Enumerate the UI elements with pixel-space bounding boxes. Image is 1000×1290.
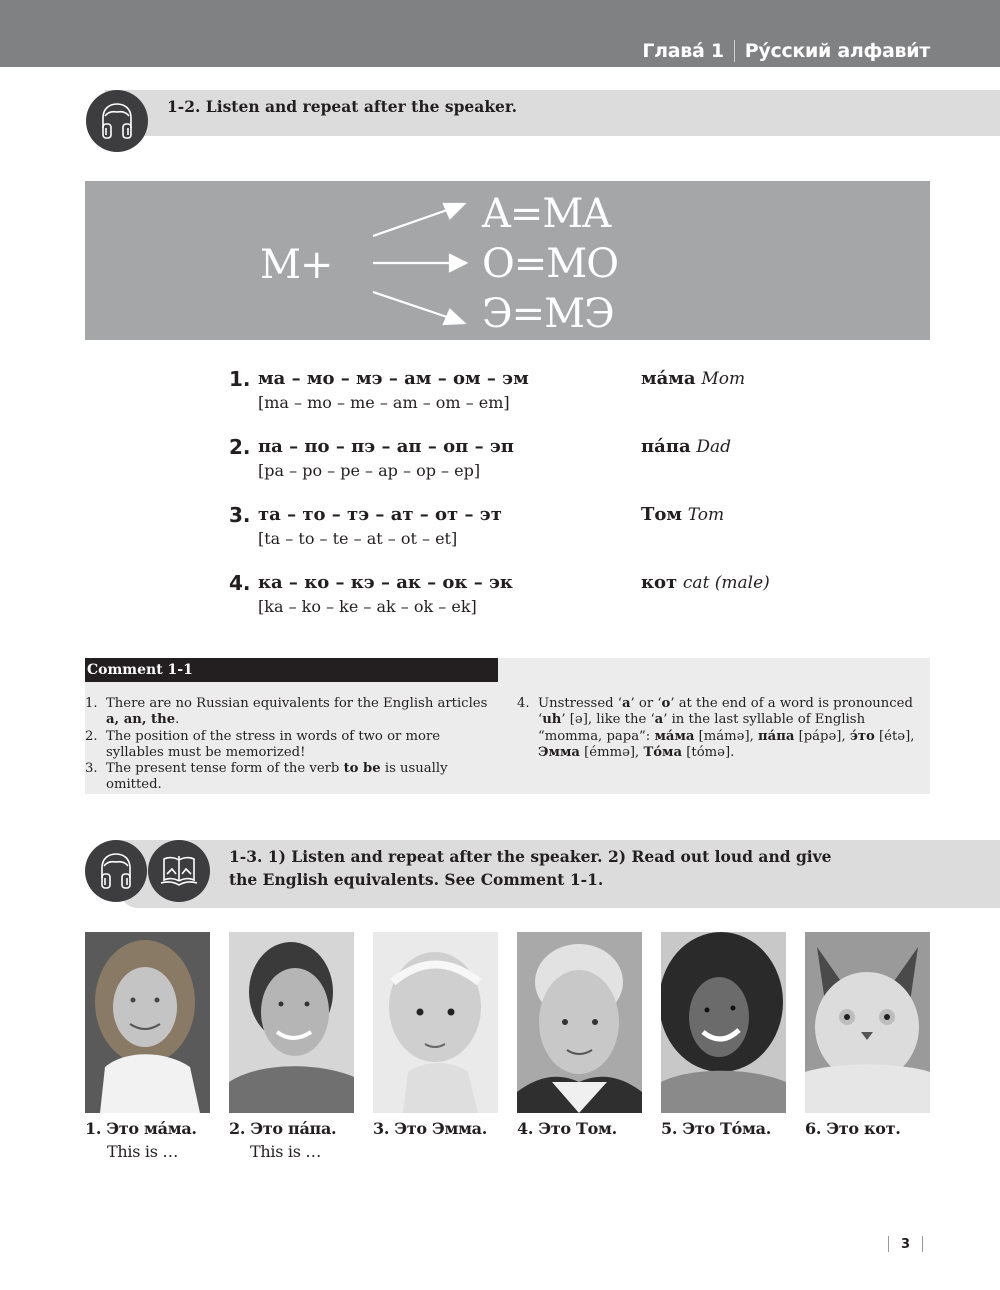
drill-syllables: ма – мо – мэ – ам – ом – эм	[258, 368, 529, 389]
comment-item-2: 2. The position of the stress in words of two or more syllables must be memorized!	[85, 728, 441, 760]
photo-caption-1: 1. Это ма́ма.	[85, 1119, 197, 1138]
chapter-title	[642, 40, 930, 62]
drill-number: 2.	[229, 435, 251, 459]
drill-example	[641, 572, 770, 593]
photo-subcaption-2: This is …	[250, 1142, 322, 1161]
headphones-icon	[85, 840, 147, 902]
drill-transliteration: [pa – po – pe – ap – op – ep]	[258, 461, 481, 480]
drill-number: 1.	[229, 367, 251, 391]
open-book-icon	[148, 840, 210, 902]
page-number-divider-left	[888, 1236, 889, 1252]
comment-list-left	[85, 696, 495, 794]
drill-transliteration: [ta – to – te – at – ot – et]	[258, 529, 458, 548]
diagram-result-e: Э=MЭ	[482, 291, 614, 337]
photo-caption-3: 3. Это Эмма.	[373, 1119, 488, 1138]
diagram-prefix: M+	[260, 242, 333, 288]
exercise-1-2-instruction: 1-2. Listen and repeat after the speaker.	[167, 97, 518, 116]
syllable-formation-diagram	[85, 181, 930, 340]
photo-toma	[661, 932, 786, 1113]
photo-tom	[517, 932, 642, 1113]
diagram-arrows	[370, 196, 470, 326]
chapter-name: Ру́сский алфави́т	[744, 40, 930, 62]
photo-caption-2: 2. Это па́па.	[229, 1119, 337, 1138]
comment-item-4-text: Unstressed ‘a’ or ‘o’ at the end of a word is pronounced ‘uh’ [ə], like the ‘a’ in the last syllable of English “momma, papa”: ма́ма [mámə], па́па [pápə], э́то [étə], Эмма [émmə], То́ма [tómə].	[538, 696, 915, 760]
headphones-icon	[86, 90, 148, 152]
comment-item-3: 3. The present tense form of the verb to be is usually omitted.	[85, 761, 448, 793]
example-word: Том	[641, 504, 683, 525]
example-word: ма́ма	[641, 368, 696, 389]
drill-syllables: та – то – тэ – ат – от – эт	[258, 504, 502, 525]
chapter-header	[0, 0, 1000, 67]
photo-dad	[229, 932, 354, 1113]
drill-syllables: па – по – пэ – ап – оп – эп	[258, 436, 514, 457]
drill-number: 3.	[229, 503, 251, 527]
exercise-1-3-instruction: 1-3. 1) Listen and repeat after the speaker. 2) Read out loud and give the English equivalents. See Comment 1-1.	[229, 847, 832, 889]
drill-example	[641, 504, 724, 525]
example-word: па́па	[641, 436, 691, 457]
example-meaning: Dad	[696, 437, 732, 457]
photo-caption-4: 4. Это Том.	[517, 1119, 617, 1138]
comment-item-4: 4. Unstressed ‘a’ or ‘o’ at the end of a word is pronounced ‘uh’ [ə], like the ‘a’ in the last syllable of English “momma, papa”: ма́ма [mámə], па́па [pápə], э́то [étə], Эмма [émmə], То́ма [tómə].	[517, 696, 929, 761]
page-number: 3	[888, 1236, 923, 1252]
photo-cat	[805, 932, 930, 1113]
drill-example	[641, 368, 745, 389]
title-divider	[734, 40, 735, 62]
diagram-result-o: O=MO	[482, 241, 619, 287]
photo-caption-5: 5. Это То́ма.	[661, 1119, 771, 1138]
example-meaning: Tom	[687, 505, 725, 525]
drill-transliteration: [ma – mo – me – am – om – em]	[258, 393, 510, 412]
example-meaning: Mom	[701, 369, 746, 389]
comment-list-right	[517, 696, 929, 761]
photo-emma	[373, 932, 498, 1113]
drill-example	[641, 436, 731, 457]
chapter-label: Глава́ 1	[642, 40, 724, 62]
example-meaning: cat (male)	[682, 573, 770, 593]
comment-item-1: 1. There are no Russian equivalents for the English articles a, an, the.	[85, 696, 488, 728]
page-number-divider-right	[922, 1236, 923, 1252]
drill-syllables: ка – ко – кэ – ак – ок – эк	[258, 572, 513, 593]
diagram-result-a: A=MA	[482, 191, 611, 237]
photo-subcaption-1: This is …	[107, 1142, 179, 1161]
photo-mom	[85, 932, 210, 1113]
photo-caption-6: 6. Это кот.	[805, 1119, 901, 1138]
comment-title: Comment 1-1	[85, 658, 498, 682]
drill-number: 4.	[229, 571, 251, 595]
example-word: кот	[641, 572, 678, 593]
drill-transliteration: [ka – ko – ke – ak – ok – ek]	[258, 597, 477, 616]
